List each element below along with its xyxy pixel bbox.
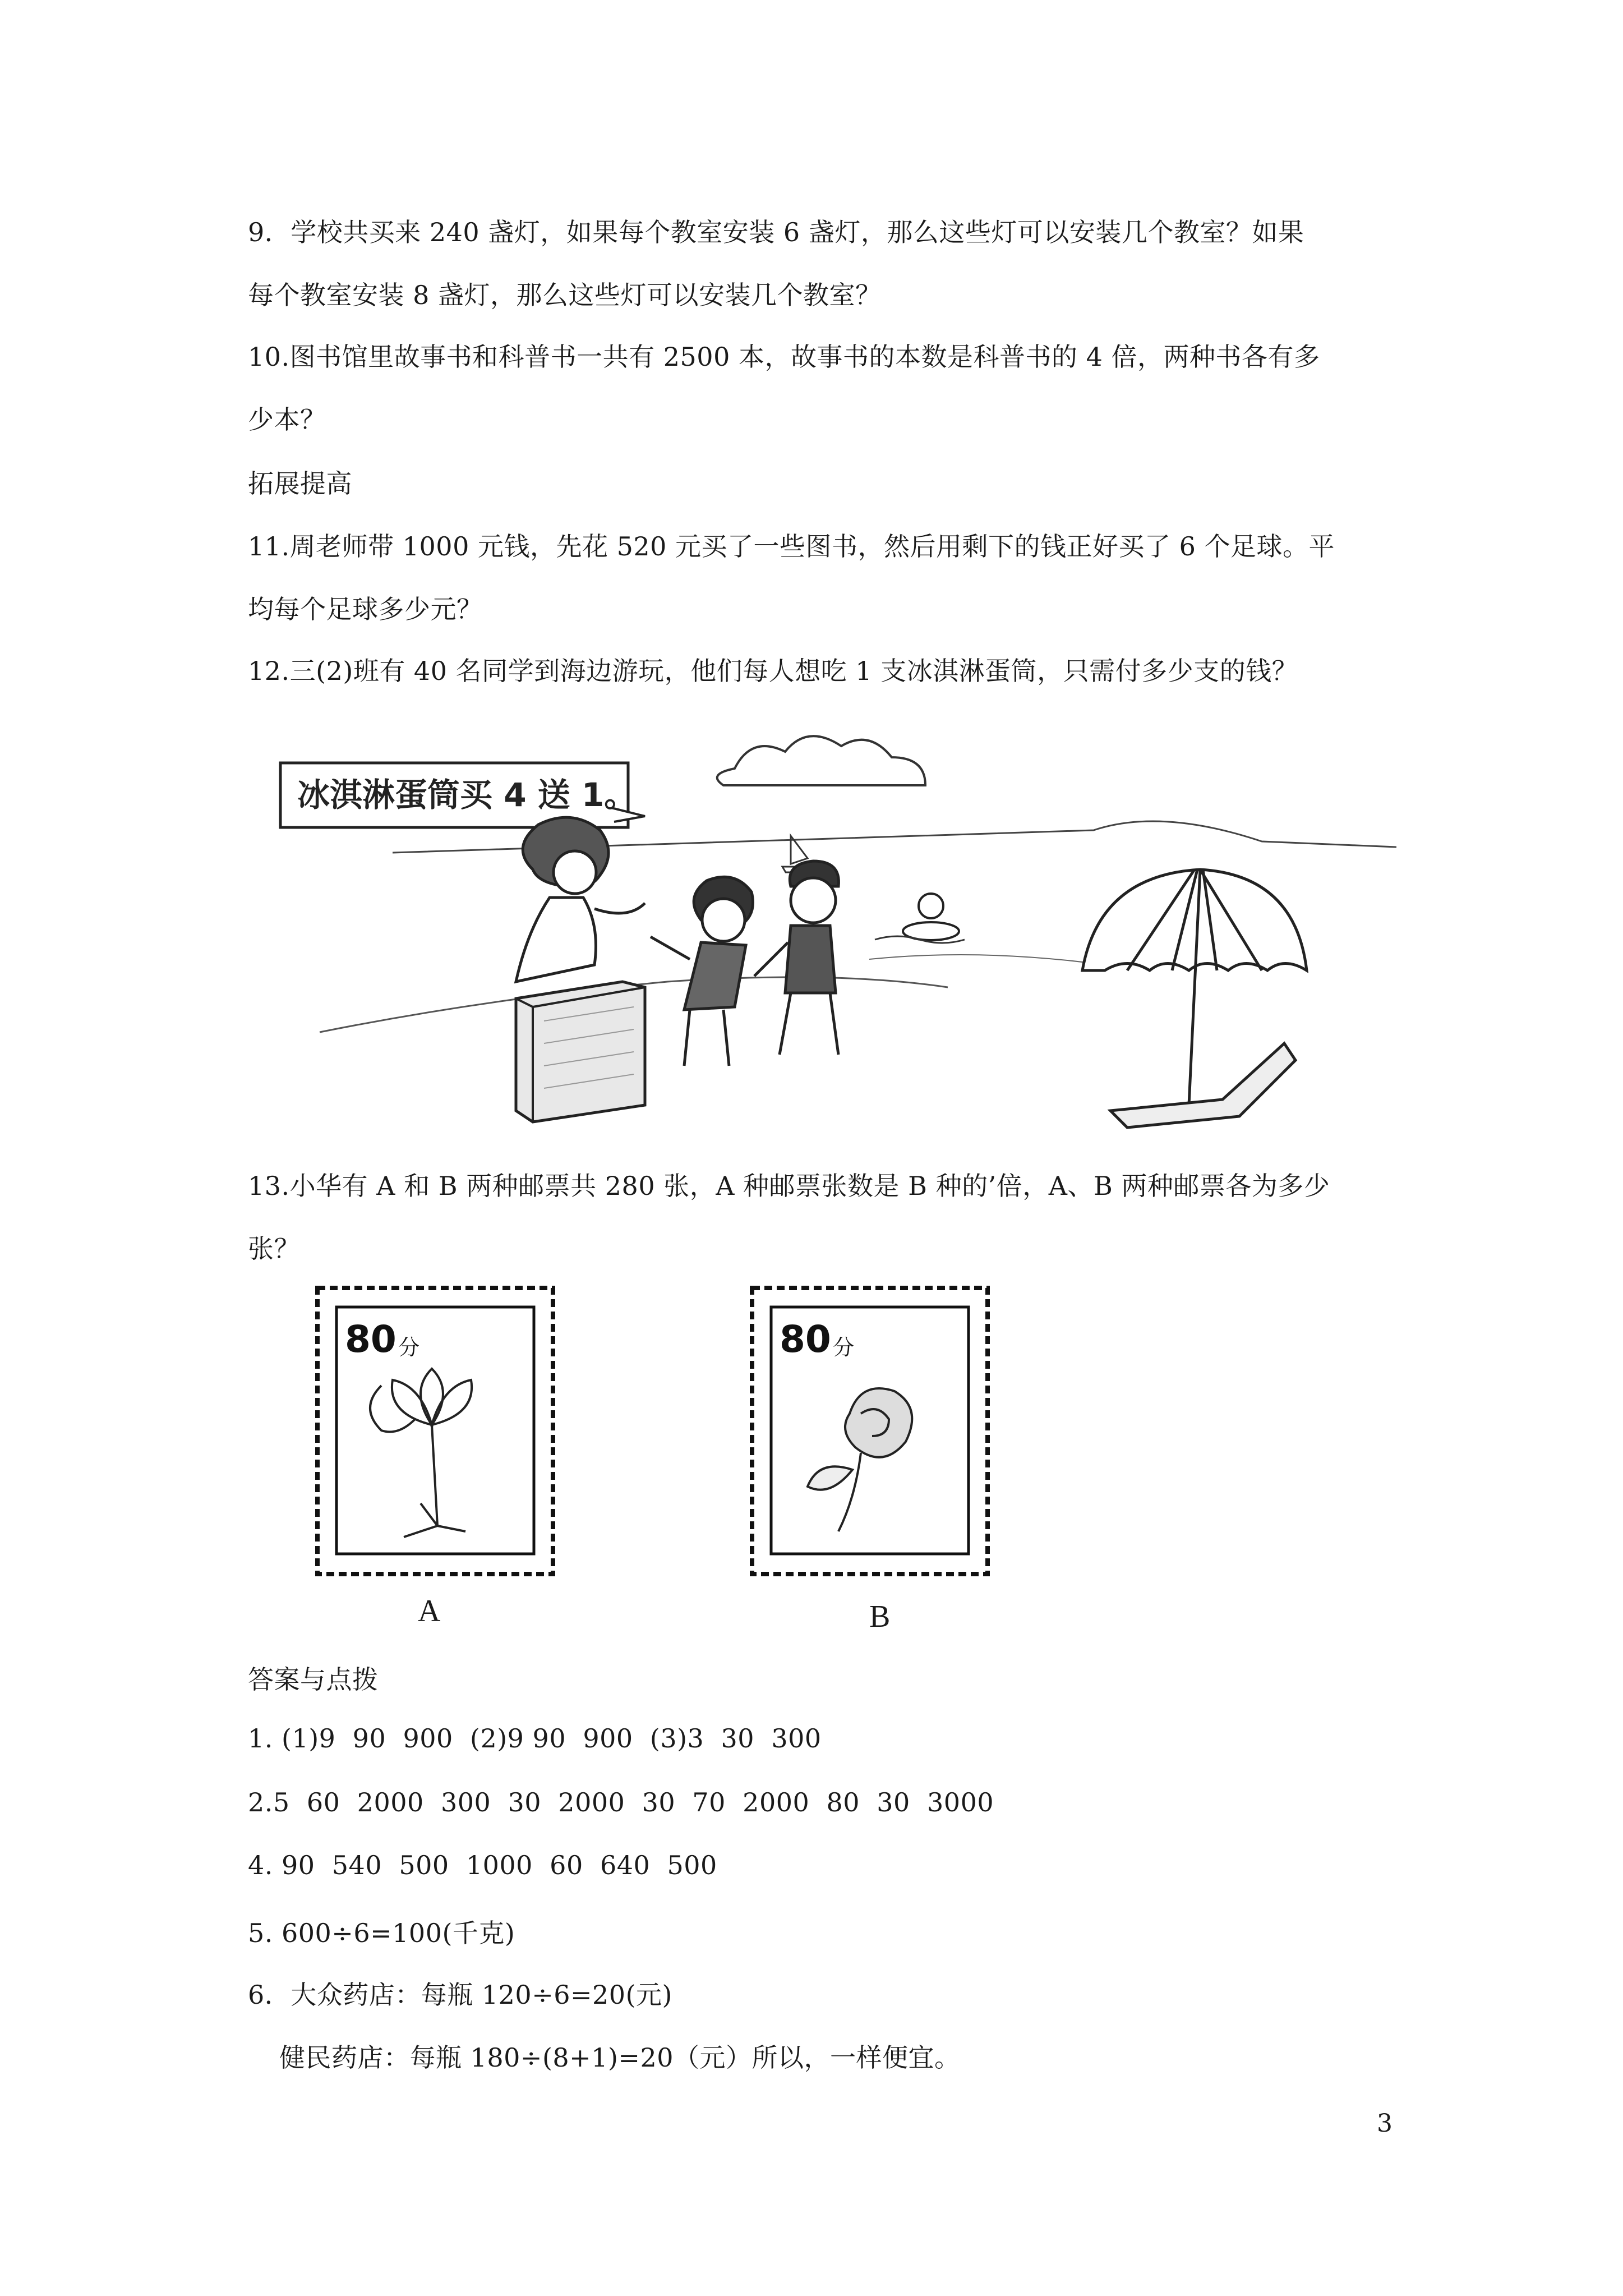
answer-6-line-1: 6．大众药店：每瓶 120÷6=20(元) xyxy=(248,1980,672,2010)
stamp-a xyxy=(314,1285,561,1582)
answer-5: 5. 600÷6=100(千克) xyxy=(248,1918,515,1948)
woman-vendor xyxy=(516,817,645,982)
section-answers-heading: 答案与点拨 xyxy=(248,1664,379,1695)
stamp-a-value: 80 xyxy=(345,1318,396,1361)
q13-line-1: 13.小华有 A 和 B 两种邮票共 280 张，A 种邮票张数是 B 种的’倍，A、B 两种邮票各为多少 xyxy=(248,1171,1330,1201)
stamp-a-label: A xyxy=(418,1594,441,1628)
stamp-b-value: 80 xyxy=(780,1318,831,1361)
answer-2: 2.5 60 2000 300 30 2000 30 70 2000 80 30 3000 xyxy=(248,1787,994,1818)
stamp-a-unit: 分 xyxy=(398,1335,420,1360)
page-number: 3 xyxy=(1377,2109,1393,2138)
swimmer xyxy=(919,894,943,918)
beach-umbrella xyxy=(1082,869,1307,1128)
beach-icecream-illustration xyxy=(252,718,1396,1133)
q10-line-1: 10.图书馆里故事书和科普书一共有 2500 本，故事书的本数是科普书的 4 倍，两种书各有多 xyxy=(248,342,1320,372)
stamp-b xyxy=(749,1285,995,1582)
child-2 xyxy=(754,861,838,1055)
q10-line-2: 少本？ xyxy=(248,404,326,435)
q11-line-2: 均每个足球多少元？ xyxy=(248,594,483,624)
icecream-cart xyxy=(516,982,645,1122)
q11-line-1: 11.周老师带 1000 元钱，先花 520 元买了一些图书，然后用剩下的钱正好买了 6 个足球。平 xyxy=(248,531,1335,562)
answer-6-line-2: 健民药店：每瓶 180÷(8+1)=20（元）所以，一样便宜。 xyxy=(279,2042,961,2073)
answer-4: 4. 90 540 500 1000 60 640 500 xyxy=(248,1850,717,1880)
q12-line-1: 12.三(2)班有 40 名同学到海边游玩，他们每人想吃 1 支冰淇淋蛋筒，只需付多少支的钱？ xyxy=(248,656,1298,686)
section-extend-heading: 拓展提高 xyxy=(248,468,352,499)
q13-line-2: 张？ xyxy=(248,1234,300,1264)
child-1 xyxy=(651,877,753,1066)
q9-line-2: 每个教室安装 8 盏灯，那么这些灯可以安装几个教室？ xyxy=(248,280,882,310)
cloud xyxy=(717,736,925,785)
icecream-sign-text: 冰淇淋蛋筒买 4 送 1。 xyxy=(297,776,637,814)
stamp-b-label: B xyxy=(869,1599,891,1634)
answer-1: 1. (1)9 90 900 (2)9 90 900 (3)3 30 300 xyxy=(248,1723,822,1754)
q9-line-1: 9．学校共买来 240 盏灯，如果每个教室安装 6 盏灯，那么这些灯可以安装几个教室？如果 xyxy=(248,217,1304,247)
stamp-b-unit: 分 xyxy=(833,1335,855,1360)
